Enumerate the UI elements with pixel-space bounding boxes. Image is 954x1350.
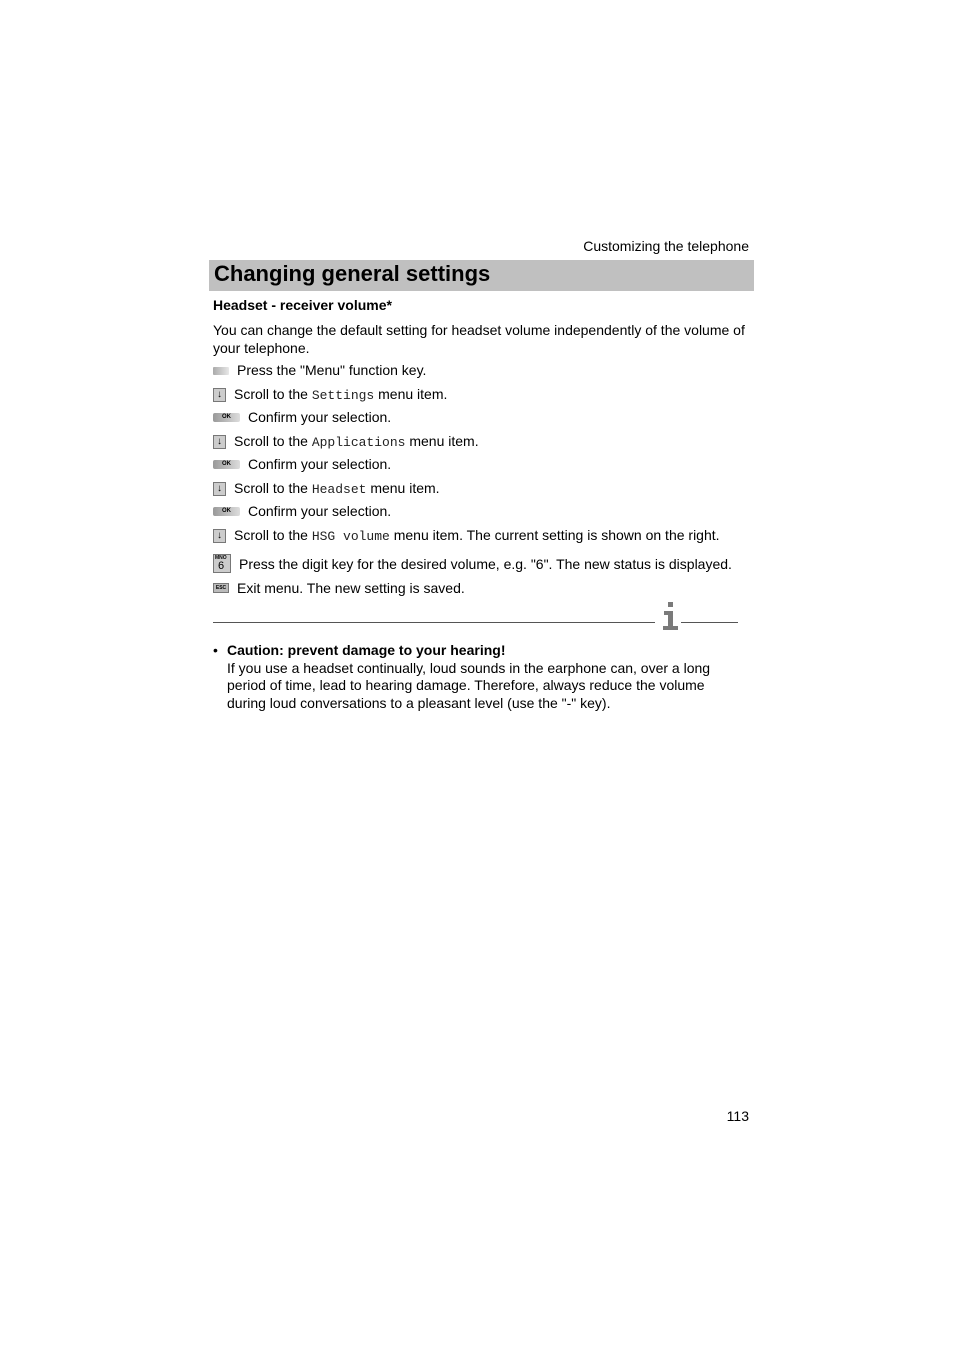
section-subheading: Headset - receiver volume*: [213, 297, 392, 313]
divider-left: [213, 622, 655, 623]
step-text: Confirm your selection.: [248, 456, 392, 472]
step-2: [213, 385, 447, 405]
scroll-down-icon: ↓: [213, 435, 226, 449]
bullet: •: [213, 642, 218, 658]
step-text: Exit menu. The new setting is saved.: [237, 580, 465, 596]
page-title: Changing general settings: [214, 261, 491, 286]
digit-six-key-icon: MNO 6: [213, 554, 231, 573]
step-text: Confirm your selection.: [248, 503, 392, 519]
step-8: [213, 526, 720, 546]
step-9: [213, 554, 732, 573]
scroll-down-icon: ↓: [213, 482, 226, 496]
esc-key-icon: ESC: [213, 583, 229, 593]
caution-heading: Caution: prevent damage to your hearing!: [227, 642, 506, 658]
scroll-down-icon: ↓: [213, 529, 226, 543]
step-text: Scroll to the Headset menu item.: [234, 480, 440, 497]
ok-key-icon: OK: [213, 507, 240, 516]
step-5: [213, 455, 391, 473]
ok-key-icon: OK: [213, 460, 240, 469]
step-3: [213, 408, 391, 426]
info-icon: [660, 600, 682, 632]
step-6: [213, 479, 440, 499]
intro-paragraph: You can change the default setting for headset volume independently of the volume of your telephone.: [213, 322, 745, 356]
chapter-header: Customizing the telephone: [583, 238, 749, 254]
divider-right: [681, 622, 738, 623]
menu-key-icon: [213, 367, 229, 375]
step-text: Press the digit key for the desired volume, e.g. "6". The new status is displayed.: [239, 555, 732, 572]
step-1: [213, 361, 426, 379]
caution-text: If you use a headset continually, loud sounds in the earphone can, over a long period of time, lead to hearing damage. Therefore, always reduce the volume during loud conversations to a pleasant level (use the "-" key).: [227, 659, 711, 711]
step-text: Scroll to the Settings menu item.: [234, 386, 448, 403]
step-10: [213, 579, 465, 597]
page-number: 113: [726, 1108, 749, 1124]
title-bar: [209, 260, 754, 291]
ok-key-icon: OK: [213, 413, 240, 422]
step-text: Confirm your selection.: [248, 409, 392, 425]
step-text: Scroll to the Applications menu item.: [234, 433, 479, 450]
scroll-down-icon: ↓: [213, 388, 226, 402]
step-7: [213, 502, 391, 520]
step-text: Scroll to the HSG volume menu item. The current setting is shown on the right.: [234, 527, 720, 544]
step-text: Press the "Menu" function key.: [237, 362, 427, 378]
caution-note: [213, 642, 733, 712]
step-4: [213, 432, 479, 452]
